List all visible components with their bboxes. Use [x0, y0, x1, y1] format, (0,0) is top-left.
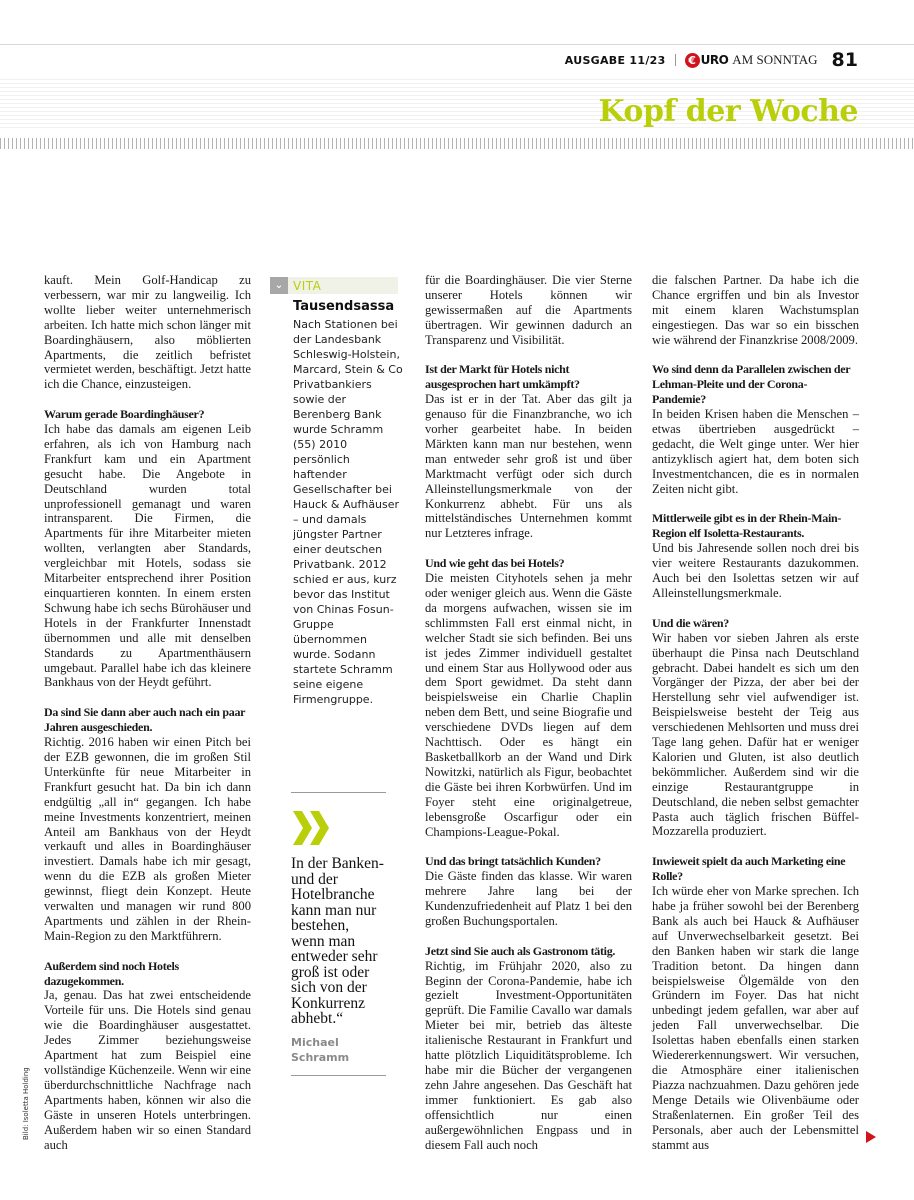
article-column-1 [44, 273, 251, 1152]
vita-label: VITA [293, 278, 322, 293]
euro-logo-icon: € [685, 53, 700, 68]
header-divider [675, 54, 676, 66]
logo-wordmark: URO [700, 53, 729, 67]
article-column-3 [425, 273, 632, 1152]
body-paragraph: Ich habe das damals am eigenen Leib erfahren, als ich von Hamburg nach Frankfurt kam und ein Apartment gesucht habe. Die Angebote in Deutschland wurden total unprofessionell gemanagt und waren intransparent. Die Firmen, die Apartments für ihre Mitarbeiter mieten wollten, verlangten aber Standards, vergleichbar mit Hotels, sodass sie Mitarbeiter entsprechend ihrer Position einquartieren konnten. In einem ersten Schwung habe ich sechs Bürohäuser und Hotels in der Frankfurter Innenstadt übernommen und alle mit denselben Standards zu Apartmenthäusern umgebaut. Parallel habe ich das kleinere Bankhaus von der Heydt geführt. [44, 422, 251, 690]
quote-bottom-rule [291, 1075, 386, 1076]
body-paragraph: Richtig. 2016 haben wir einen Pitch bei der EZB gewonnen, die im großen Stil Unterkünfte für neue Mitarbeiter in Frankfurt gesucht hat. Da bin ich dann endgültig „all in“ gegangen. Ich habe meine Investments konzentriert, meinen Anteil am Bankhaus von der Heydt verkauft und alles in Boardinghäuser investiert. Damals habe ich mir gesagt, wenn du die EZB als großen Mieter gewinnst, fliegt dein Konzept. Heute verwalten und managen wir rund 800 Apartments und zählen in der Rhein-Main-Region zu den Marktführern. [44, 735, 251, 943]
quote-author-last: Schramm [291, 1050, 350, 1064]
issue-label: AUSGABE 11/23 [564, 53, 666, 67]
vita-text: Nach Stationen bei der Landesbank Schleswig-Holstein, Marcard, Stein & Co Privatbankiers sowie der Berenberg Bank wurde Schramm (55) 2010 persönlich haftender Gesellschafter bei Hauck & Aufhäuser – und damals jüngster Partner einer deutschen Privatbank. 2012 schied er aus, kurz bevor das Institut von Chinas Fosun-Gruppe übernommen wurde. Sodann startete Schramm seine eigene Firmengruppe. [293, 318, 403, 706]
quote-top-rule [291, 792, 386, 793]
body-paragraph: Ich würde eher von Marke sprechen. Ich habe ja früher sowohl bei der Berenberg Bank als auch bei Hauck & Aufhäuser auf Unverwechselbarkeit gesetzt. Bei den Banken haben wir stark die lange Tradition betont. Da hingen dann beispielsweise Ölgemälde von den Gründern im Foyer. Das hat nicht unbedingt jedem gefallen, war aber auf jeden Fall unverwechselbar. Die Isolettas haben ebenfalls einen starken Wiedererkennungswert. Wir versuchen, die Atmosphäre einer italienischen Piazza nachzuahmen. Dazu gehören jede Menge Details wie Olivenbäume oder Straßenlaternen. Ein großer Teil des Personals, aber auch der Lebensmittel stammt aus [652, 884, 859, 1152]
interview-question: Warum gerade Boardinghäuser? [44, 407, 205, 422]
body-paragraph: Das ist er in der Tat. Aber das gilt ja genauso für die Finanzbranche, wo ich vorher gearbeitet habe. In beiden Märkten kann man nur bestehen, wenn man entweder sehr groß ist und über Marktmacht verfügt oder sich durch Alleinstellungsmerkmale von der Konkurrenz abhebt. Für uns als mittelständisches Unternehmen kommt nur Letzteres infrage. [425, 392, 632, 541]
vita-box [270, 277, 403, 707]
interview-question: Da sind Sie dann aber auch nach ein paar Jahren ausgeschieden. [44, 705, 245, 735]
body-paragraph: für die Boardinghäuser. Die vier Sterne unserer Hotels können wir gewissermaßen auf die Apartments übertragen. Wir gewinnen dadurch an Transparenz und Visibilität. [425, 273, 632, 347]
interview-question: Und das bringt tatsächlich Kunden? [425, 854, 601, 869]
interview-question: Wo sind denn da Parallelen zwischen der Lehman-Pleite und der Corona-Pandemie? [652, 362, 851, 407]
page-header [565, 48, 858, 72]
body-paragraph: Und bis Jahresende sollen noch drei bis vier weitere Restaurants dazukommen. Auch bei den Isolettas setzen wir auf Alleinstellungsmerkmale. [652, 541, 859, 600]
tick-rule [0, 138, 914, 149]
photo-credit: Bild: Isoletta Holding [22, 1067, 30, 1140]
quote-author [291, 1035, 386, 1065]
body-paragraph: Die meisten Cityhotels sehen ja mehr oder weniger gleich aus. Wenn die Gäste da morgens aufwachen, wissen sie im schlimmsten Fall erst einmal nicht, in welcher Stadt sie sich befinden. Bei uns ist jedes Zimmer individuell gestaltet und einem Star aus Hollywood oder aus dem Sport gewidmet. Da steht dann beispielsweise ein Charlie Chaplin neben dem Bett, und seine Biografie und verschiedene DVDs liegen auf dem Nachttisch. Oder es hängt ein Basketballkorb an der Wand und Dirk Nowitzki, natürlich als Figur, beobachtet die Gäste bei ihren Korbwürfen. Und im Foyer steht eine originalgetreue, lebensgroße Oscarfigur oder ein Champions-League-Pokal. [425, 571, 632, 839]
quote-marks-icon [293, 811, 333, 845]
article-column-4 [652, 273, 859, 1152]
body-paragraph: Die Gäste finden das klasse. Wir waren mehrere Jahre lang bei der Kundenzufriedenheit auf Platz 1 bei den großen Buchungsportalen. [425, 869, 632, 928]
interview-question: Ist der Markt für Hotels nicht ausgesprochen hart umkämpft? [425, 362, 580, 392]
interview-question: Außerdem sind noch Hotels dazugekommen. [44, 958, 179, 988]
interview-question: Mittlerweile gibt es in der Rhein-Main-Region elf Isoletta-Restaurants. [652, 511, 842, 541]
body-paragraph: kauft. Mein Golf-Handicap zu verbessern, war mir zu langweilig. Ich wollte lieber weiter unternehmerisch arbeiten. Ich hatte mich schon länger mit Boardinghäusern, also möblierten Apartments, die zeitlich befristet vermietet werden, beschäftigt. Jetzt hatte ich die Chance, einzusteigen. [44, 273, 251, 392]
logo-subtitle: AM SONNTAG [732, 52, 818, 67]
body-paragraph: Ja, genau. Das hat zwei entscheidende Vorteile für uns. Die Hotels sind genau wie die Boardinghäuser ausgestattet. Jedes Zimmer beziehungsweise Apartment hat zum Beispiel eine vollständige Küchenzeile. Wenn wir eine überdurchschnittliche Nachfrage nach Apartments haben, können wir also die Gäste in unseren Hotels unterbringen. Außerdem haben wir so einen Standard auch [44, 988, 251, 1152]
vita-title: Tausendsassa [293, 299, 395, 314]
body-paragraph: Wir haben vor sieben Jahren als erste überhaupt die Pinsa nach Deutschland gebracht. Dabei handelt es sich um den Vorgänger der Pizza, der aber bei der Herstellung sehr viel aufwendiger ist. Beispielsweise besteht der Teig aus verschiedenen Mehlsorten und muss drei Tage lang gehen. Dafür hat er weniger Kalorien und Gluten, ist also deutlich bekömmlicher. Außerdem sind wir die einzige Restaurantgruppe in Deutschland, die neben selbst gemachter Pasta auch täglich frischen Büffel-Mozzarella produziert. [652, 630, 859, 839]
body-paragraph: Richtig, im Frühjahr 2020, also zu Beginn der Corona-Pandemie, habe ich gezielt Investment-Opportunitäten geprüft. Die Familie Cavallo war damals Mieter bei mir, betrieb das älteste italienische Restaurant in Frankfurt und hatte plötzlich Liquiditätsprobleme. Ich habe mir die Bücher der vergangenen zehn Jahre angesehen. Das Geschäft hat immer funktioniert. Es gab also offensichtlich nur einen außergewöhnlichen Engpass und in diesem Fall auch noch [425, 958, 632, 1152]
quote-author-first: Michael [291, 1035, 339, 1049]
quote-text: In der Banken- und der Hotelbranche kann man nur bestehen, wenn man entweder sehr groß ist oder sich von der Konkurrenz abhebt.“ [291, 855, 384, 1027]
chevron-down-icon: ⌄ [270, 277, 288, 294]
continue-arrow-icon [866, 1131, 876, 1143]
vita-header [270, 277, 398, 294]
top-rule [0, 44, 914, 45]
interview-question: Inwieweit spielt da auch Marketing eine Rolle? [652, 854, 846, 884]
page-number: 81 [831, 49, 858, 71]
body-paragraph: In beiden Krisen haben die Menschen – etwas übertrieben ausgedrückt – gedacht, die Welt ginge unter. Wer hier antizyklisch agiert hat, dem boten sich Investmentchancen, die es in normalen Zeiten nicht gibt. [652, 407, 859, 496]
interview-question: Und die wären? [652, 615, 729, 630]
body-paragraph: die falschen Partner. Da habe ich die Chance ergriffen und bin als Investor mit einem klaren Wachstumsplan eingestiegen. Das war so ein bisschen wie während der Finanzkrise 2008/2009. [652, 273, 859, 347]
pull-quote [291, 792, 386, 1076]
interview-question: Jetzt sind Sie auch als Gastronom tätig. [425, 943, 616, 958]
interview-question: Und wie geht das bei Hotels? [425, 556, 565, 571]
euro-logo [685, 52, 818, 68]
section-title: Kopf der Woche [598, 94, 858, 129]
